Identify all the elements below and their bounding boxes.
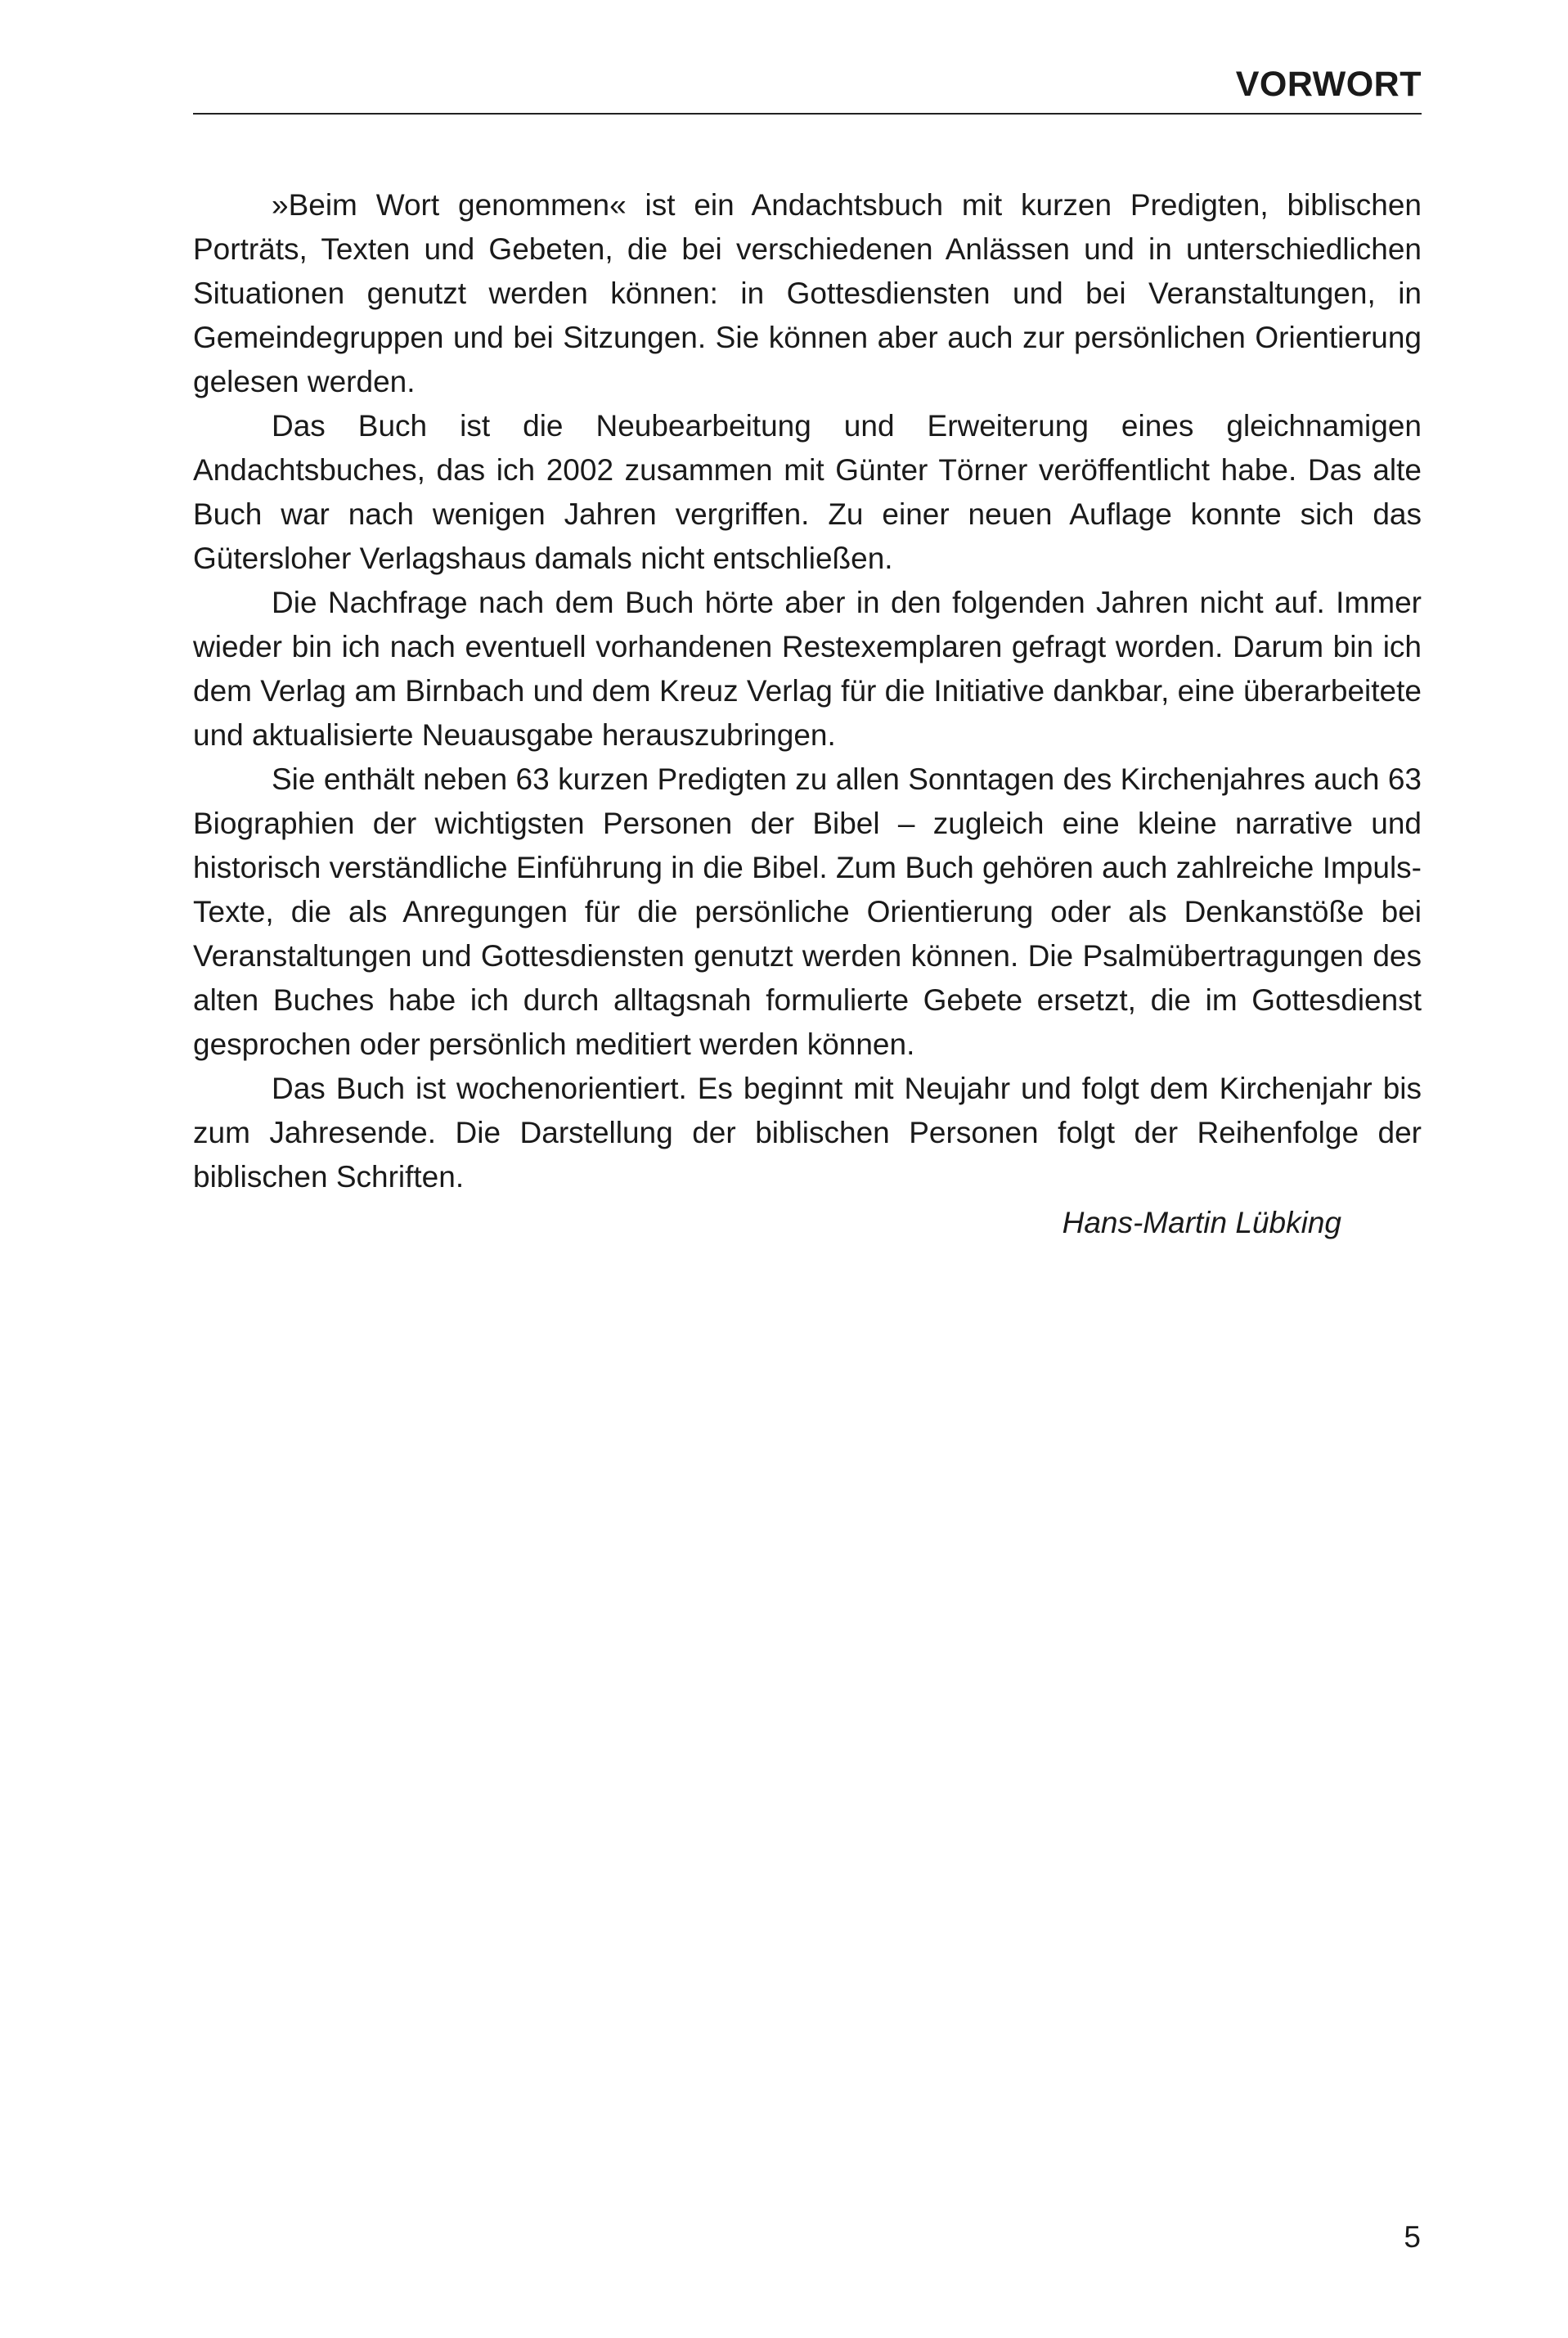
paragraph-3: Die Nachfrage nach dem Buch hörte aber in den folgenden Jahren nicht auf. Immer wieder bin ich nach eventuell vorhandenen Restexemplaren gefragt worden. Darum bin ich dem Verlag am Birnbach und dem Kreuz Verlag für die Initiative dankbar, eine überarbeitete und aktualisierte Neuausgabe herauszubringen.	[193, 586, 1422, 752]
paragraph-1: »Beim Wort genommen« ist ein Andachtsbuch mit kurzen Predigten, biblischen Porträts, Texten und Gebeten, die bei verschiedenen Anlässen und in unterschiedlichen Situationen genutzt werden können: in Gottesdiensten und bei Veranstaltungen, in Gemeindegruppen und bei Sitzungen. Sie können aber auch zur persönlichen Orientierung gelesen werden.	[193, 188, 1422, 398]
author-signature: Hans-Martin Lübking	[1062, 1206, 1341, 1239]
paragraph-5: Das Buch ist wochenorientiert. Es beginnt mit Neujahr und folgt dem Kirchenjahr bis zum Jahresende. Die Darstellung der biblischen Personen folgt der Reihenfolge der biblischen Schriften.	[193, 1072, 1422, 1194]
section-title: VORWORT	[1235, 65, 1422, 104]
body-text	[193, 183, 1422, 1199]
paragraph-2: Das Buch ist die Neubearbeitung und Erweiterung eines gleichnamigen Andachtsbuches, das ich 2002 zusammen mit Günter Törner veröffentlicht habe. Das alte Buch war nach wenigen Jahren vergriffen. Zu einer neuen Auflage konnte sich das Gütersloher Verlagshaus damals nicht entschließen.	[193, 409, 1422, 575]
page-number: 5	[1404, 2220, 1421, 2254]
running-header	[193, 57, 1422, 115]
paragraph-4: Sie enthält neben 63 kurzen Predigten zu allen Sonntagen des Kirchenjahres auch 63 Biographien der wichtigsten Personen der Bibel – zugleich eine kleine narrative und historisch verständliche Einführung in die Bibel. Zum Buch gehören auch zahlreiche Impuls-Texte, die als Anregungen für die persönliche Orientierung oder als Denkanstöße bei Veranstaltungen und Gottesdiensten genutzt werden können. Die Psalmübertragungen des alten Buches habe ich durch alltagsnah formulierte Gebete ersetzt, die im Gottesdienst gesprochen oder persönlich meditiert werden können.	[193, 762, 1422, 1061]
